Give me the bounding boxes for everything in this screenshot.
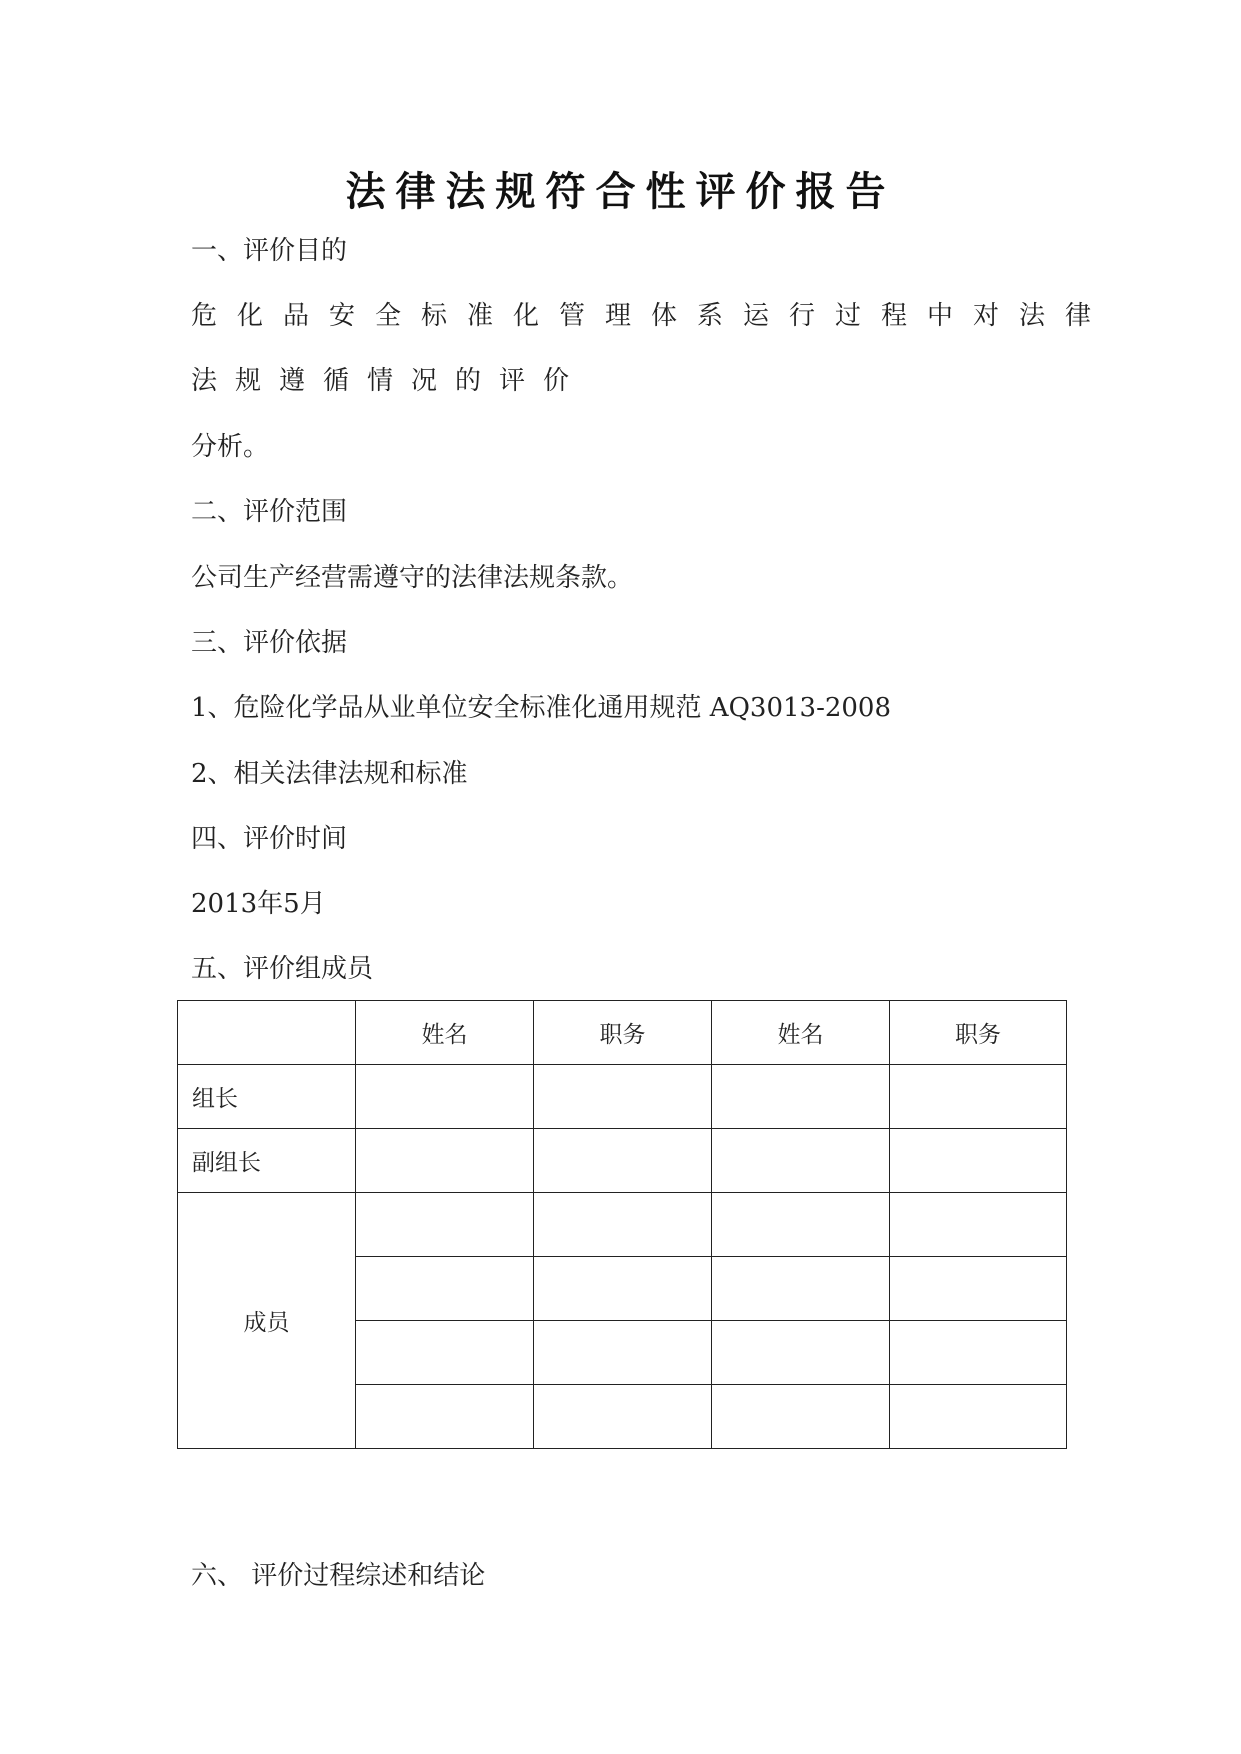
section-1-text-line-1: 危化品安全标准化管理体系运行过程中对法律 xyxy=(191,301,1112,331)
table-cell xyxy=(890,1065,1067,1129)
section-4-text: 2013年5月 xyxy=(191,889,326,919)
section-3-item-2: 2、相关法律法规和标准 xyxy=(191,759,468,789)
table-cell xyxy=(534,1385,712,1449)
table-cell xyxy=(712,1385,890,1449)
table-header-cell xyxy=(178,1001,356,1065)
table-row-leader xyxy=(178,1065,1067,1129)
table-row-member xyxy=(178,1193,1067,1257)
section-6-heading: 六、 评价过程综述和结论 xyxy=(191,1561,486,1591)
table-cell xyxy=(890,1257,1067,1321)
section-3-item-1: 1、危险化学品从业单位安全标准化通用规范 AQ3013-2008 xyxy=(191,693,892,723)
section-1-text-line-3: 分析。 xyxy=(191,432,270,462)
section-1-text-line-2: 法规遵循情况的评价 xyxy=(191,366,588,396)
table-header-name-2: 姓名 xyxy=(712,1001,890,1065)
table-header-row xyxy=(178,1001,1067,1065)
section-5-heading: 五、评价组成员 xyxy=(191,954,374,984)
table-cell xyxy=(356,1385,534,1449)
table-cell xyxy=(712,1065,890,1129)
evaluation-team-table xyxy=(177,1000,1067,1449)
table-cell xyxy=(890,1321,1067,1385)
table-cell xyxy=(356,1129,534,1193)
section-3-heading: 三、评价依据 xyxy=(191,628,348,658)
table-cell xyxy=(534,1321,712,1385)
section-4-heading: 四、评价时间 xyxy=(191,824,348,854)
document-title: 法律法规符合性评价报告 xyxy=(345,168,896,215)
table-header-position-2: 职务 xyxy=(890,1001,1067,1065)
table-cell xyxy=(712,1129,890,1193)
row-label-deputy: 副组长 xyxy=(178,1129,356,1193)
table-cell xyxy=(534,1257,712,1321)
table-cell xyxy=(534,1065,712,1129)
table-cell xyxy=(534,1129,712,1193)
table-cell xyxy=(890,1129,1067,1193)
table-cell xyxy=(356,1257,534,1321)
table-cell xyxy=(712,1257,890,1321)
section-2-text: 公司生产经营需遵守的法律法规条款。 xyxy=(191,563,634,593)
row-label-leader: 组长 xyxy=(178,1065,356,1129)
table-cell xyxy=(356,1193,534,1257)
section-1-heading: 一、评价目的 xyxy=(191,236,348,266)
table-cell xyxy=(356,1065,534,1129)
table-cell xyxy=(534,1193,712,1257)
table-row-deputy xyxy=(178,1129,1067,1193)
table-header-name-1: 姓名 xyxy=(356,1001,534,1065)
table-cell xyxy=(712,1193,890,1257)
row-label-members: 成员 xyxy=(178,1193,356,1449)
table-cell xyxy=(890,1193,1067,1257)
section-2-heading: 二、评价范围 xyxy=(191,497,348,527)
table-cell xyxy=(356,1321,534,1385)
table-cell xyxy=(890,1385,1067,1449)
table-cell xyxy=(712,1321,890,1385)
table-header-position-1: 职务 xyxy=(534,1001,712,1065)
